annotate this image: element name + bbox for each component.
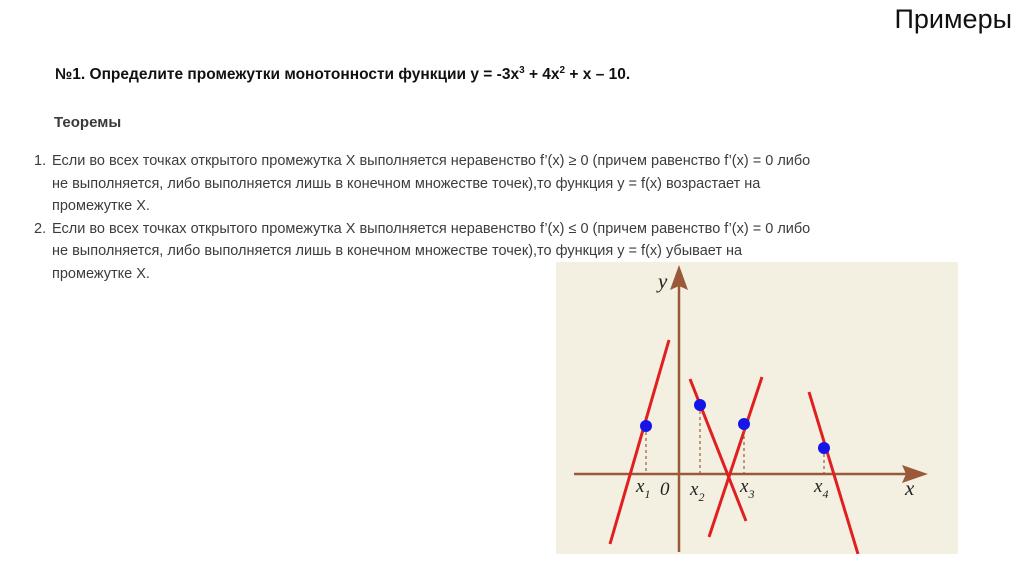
x-mark-label-2: $x_2$ (690, 479, 705, 504)
y-axis-label: y (658, 269, 668, 293)
x-mark-label-4: $x_4$ (814, 476, 829, 501)
theorem-number: 2. (34, 220, 47, 237)
theorems-heading: Теоремы (54, 114, 122, 131)
problem-text-1: №1. Определите промежутки монотонности функции y = -3x (55, 66, 520, 83)
problem-text-2: + 4x (524, 66, 560, 83)
problem-exponent-2: 2 (559, 64, 566, 76)
point-4 (818, 442, 830, 454)
theorem-text: Если во всех точках открытого промежутка X выполняется неравенство f’(x) ≥ 0 (причем равенство f’(x) = 0 либо не выполняется, либо выполняется лишь в конечном множестве точек),то функция y = f(x) возрастает на промежутке X. (52, 153, 811, 214)
point-3 (738, 418, 750, 430)
x-mark-label-3: $x_3$ (740, 476, 755, 501)
point-1 (640, 420, 652, 432)
problem-exponent-3: 3 (519, 64, 525, 76)
slide-title: Примеры (894, 4, 1012, 34)
graph-background (556, 262, 958, 554)
theorem-number: 1. (34, 153, 47, 169)
x-axis-label: x (905, 476, 915, 500)
problem-text-3: + x – 10. (565, 66, 631, 83)
x-mark-label-1: $x_1$ (636, 476, 651, 501)
theorem-item-1 (34, 150, 824, 218)
point-2 (694, 399, 706, 411)
origin-label: 0 (660, 479, 670, 500)
theorem-text: Если во всех точках открытого промежутка X выполняется неравенство f’(x) ≤ 0 (причем равенство f’(x) = 0 либо не выполняется, либо выполняется лишь в конечном множестве точек),то функция y = f(x) убывает на промежутке X. (52, 220, 811, 282)
monotonicity-graph (556, 262, 958, 554)
problem-statement (55, 66, 630, 84)
